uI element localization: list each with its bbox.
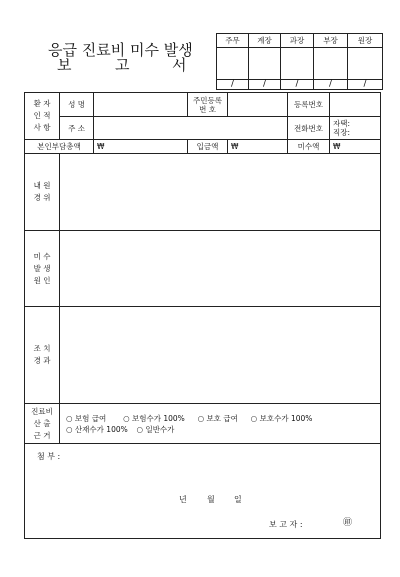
approval-date-1[interactable]: / [249,80,281,90]
approval-header-1: 계장 [249,34,281,48]
fee-basis-label-1: 진료비 [31,406,53,416]
fee-basis-row-1 [66,413,380,424]
report-form-table [24,92,381,539]
self-pay-field[interactable] [94,140,188,154]
approval-sign-1[interactable] [249,48,281,80]
approval-date-0[interactable]: / [217,80,249,90]
unpaid-cause-label-1: 미 수 [33,251,51,261]
option-protection-rate-100[interactable]: ○ 보호수가 100% [250,413,313,423]
fee-basis-row-2 [66,424,380,435]
approval-date-2[interactable]: / [281,80,314,90]
won-symbol-3: ₩ [333,142,341,151]
deposit-field[interactable] [228,140,288,154]
form-title-line1: 응급 진료비 미수 발생 [48,41,193,59]
date-month-label: 월 [207,495,215,504]
unpaid-label: 미수액 [288,140,330,154]
won-symbol-1: ₩ [97,142,105,151]
form-title-line2-1: 보 [57,56,72,74]
unpaid-cause-field[interactable] [60,231,381,307]
approval-sign-3[interactable] [314,48,348,80]
approval-date-3[interactable]: / [314,80,348,90]
rrn-label-1: 주민등록 [193,95,222,105]
rrn-field[interactable] [228,93,288,117]
phone-home-label: 자택: [333,119,351,128]
option-general-rate[interactable]: ○ 일반수가 [136,424,175,434]
reg-no-label: 등록번호 [288,93,330,117]
date-year-label: 년 [179,495,187,504]
approval-sign-4[interactable] [348,48,383,80]
patient-info-label [25,93,60,140]
phone-field[interactable] [330,117,381,140]
approval-header-2: 과장 [281,34,314,48]
option-protection-benefit[interactable]: ○ 보호 급여 [197,413,238,423]
form-title-line2-2: 고 [115,56,130,74]
action-progress-label-1: 조 치 [33,344,51,353]
attachment-label: 첨 부 : [37,452,61,461]
unpaid-cause-label-2: 발 생 [33,263,51,273]
footer-section [25,444,381,539]
fee-basis-label-3: 근 거 [33,430,51,440]
fee-basis-label-2: 산 출 [33,418,51,428]
action-progress-field[interactable] [60,307,381,404]
unpaid-cause-label-3: 원 인 [33,275,51,285]
name-field[interactable] [94,93,188,117]
action-progress-label [25,307,60,404]
visit-details-field[interactable] [60,154,381,231]
visit-details-label-1: 내 원 [33,181,51,190]
form-title-line2-3: 서 [172,56,187,74]
approval-header-0: 주무 [217,34,249,48]
phone-label: 전화번호 [288,117,330,140]
approval-sign-0[interactable] [217,48,249,80]
approval-header-4: 원장 [348,34,383,48]
phone-work-label: 직장: [333,128,351,137]
option-insurance-benefit[interactable]: ○ 보험 급여 [66,413,107,423]
rrn-label-2: 번 호 [199,104,216,114]
fee-basis-label [25,404,60,444]
date-day-label: 일 [234,495,242,504]
visit-details-label-2: 경 위 [33,193,51,202]
action-progress-label-2: 경 과 [33,356,51,365]
approval-date-4[interactable]: / [348,80,383,90]
patient-info-label-2: 인 적 [33,111,51,120]
self-pay-label: 본인부담총액 [25,140,94,154]
approval-sign-2[interactable] [281,48,314,80]
visit-details-label [25,154,60,231]
address-label: 주 소 [60,117,94,140]
patient-info-label-3: 사 항 [33,123,51,132]
rrn-label [188,93,228,117]
approval-table [216,33,383,90]
fee-basis-options [60,404,381,444]
reporter-label: 보 고 자 : [269,520,303,529]
option-insurance-rate-100[interactable]: ○ 보험수가 100% [123,413,185,423]
patient-info-label-1: 환 자 [33,99,51,108]
deposit-label: 입금액 [188,140,228,154]
approval-header-3: 부장 [314,34,348,48]
won-symbol-2: ₩ [231,142,239,151]
address-field[interactable] [94,117,288,140]
unpaid-cause-label [25,231,60,307]
seal-icon: ㊞ [343,518,353,528]
reg-no-field[interactable] [330,93,381,117]
unpaid-field[interactable] [330,140,381,154]
option-industrial-rate-100[interactable]: ○ 산재수가 100% [66,424,128,434]
name-label: 성 명 [60,93,94,117]
